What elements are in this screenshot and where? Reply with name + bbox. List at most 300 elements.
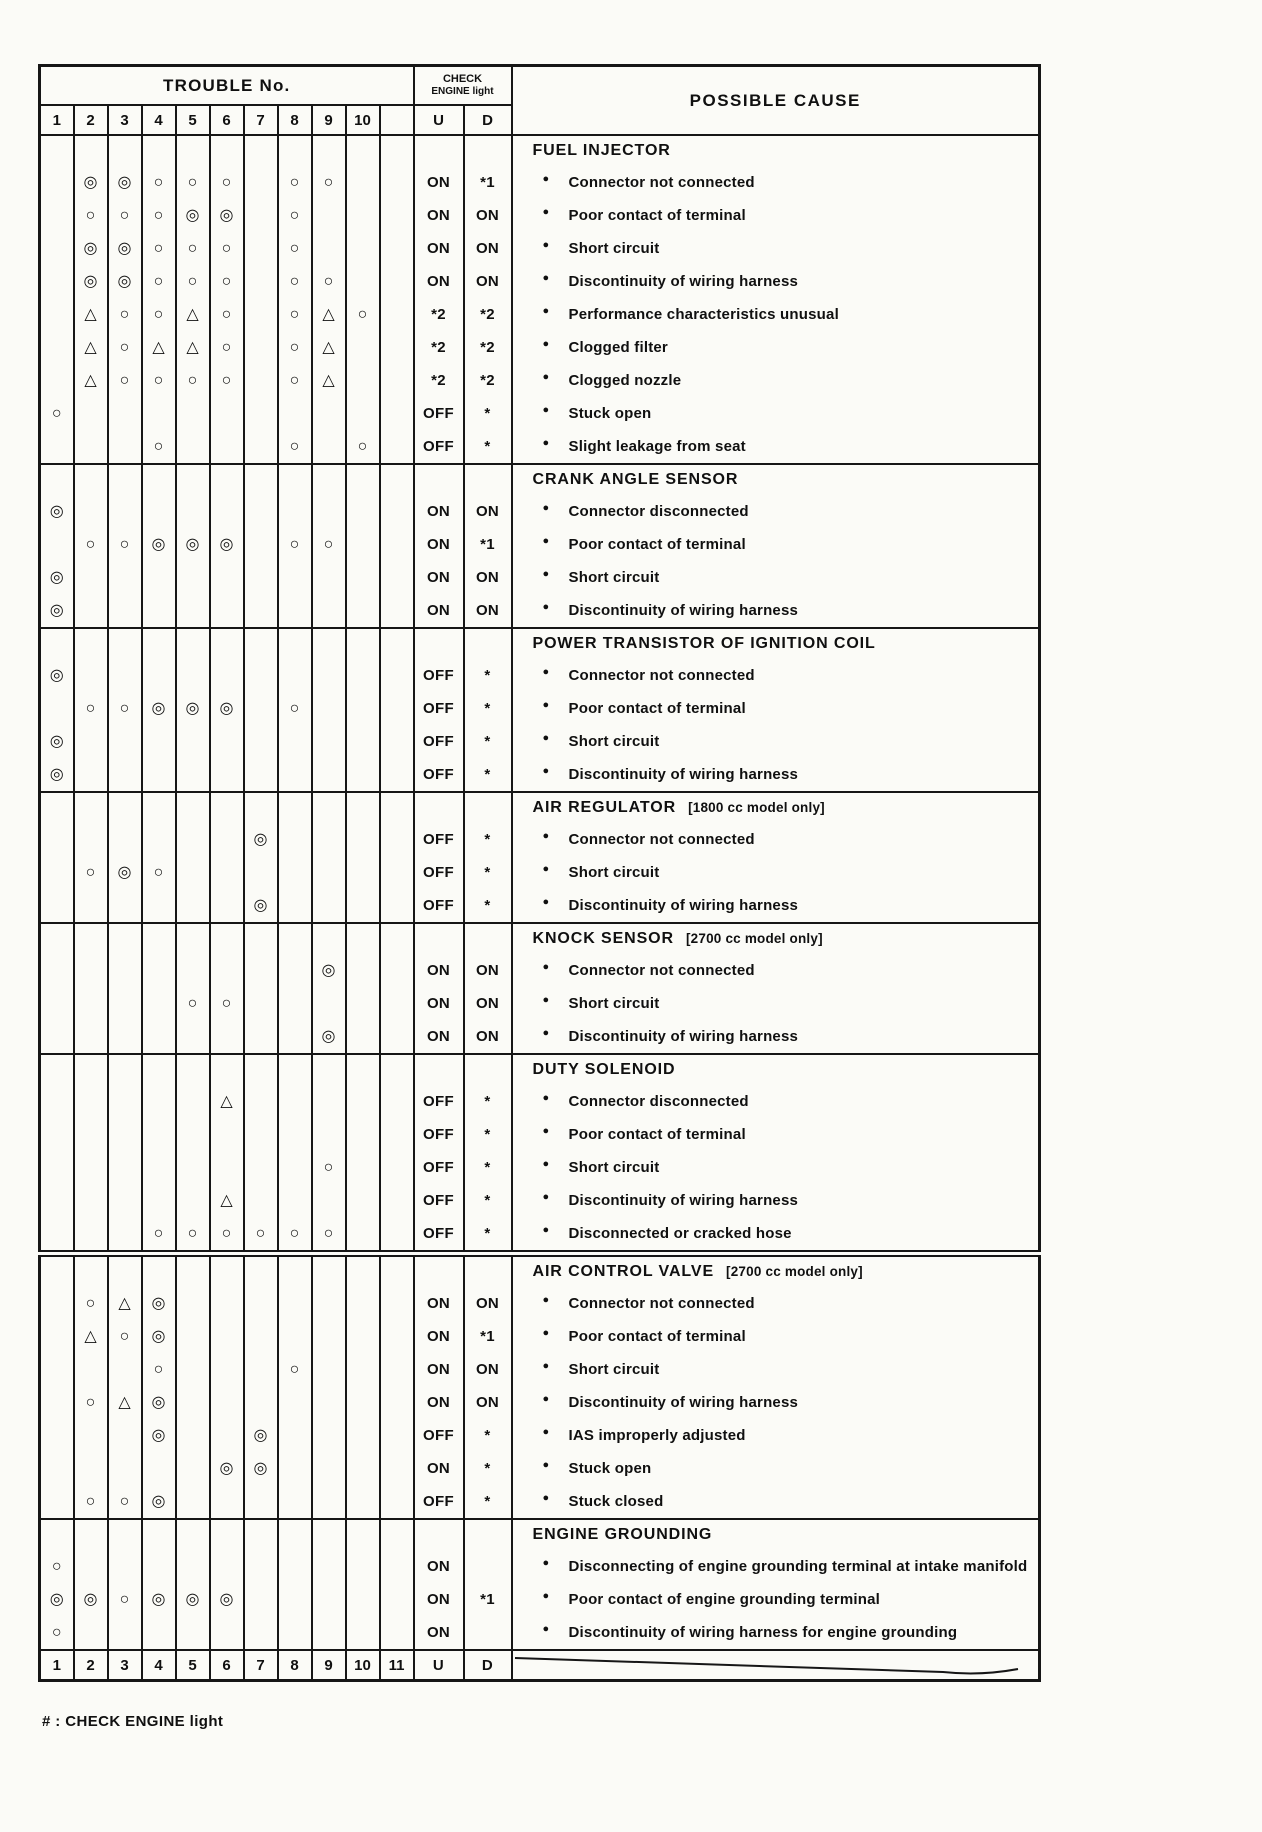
cause-text: Short circuit [568,1360,660,1378]
footer-number-6: 6 [210,1650,244,1681]
symbol-cell [380,1386,414,1419]
symbol-cell [346,1118,380,1151]
symbol-cell: △ [108,1287,142,1320]
cause-cell [512,1020,1040,1054]
symbol-cell [74,889,108,923]
symbol-cell [312,594,346,628]
trouble-row [40,1583,1040,1616]
bullet-icon: ● [542,338,550,350]
symbol-cell: △ [210,1184,244,1217]
trouble-row [40,954,1040,987]
cause-text: Discontinuity of wiring harness [568,601,799,619]
symbol-cell: ◎ [176,692,210,725]
symbol-cell [210,659,244,692]
symbol-cell [210,923,244,954]
symbol-cell: ◎ [176,528,210,561]
symbol-cell [346,1583,380,1616]
u-cell: ON [414,594,464,628]
symbol-cell: ◎ [108,232,142,265]
symbol-cell [244,430,278,464]
symbol-cell [346,135,380,166]
symbol-cell [108,1452,142,1485]
cause-text: Discontinuity of wiring harness [568,765,799,783]
cause-cell [512,331,1040,364]
symbol-cell [312,987,346,1020]
footer-number-4: 4 [142,1650,176,1681]
symbol-cell: ○ [278,430,312,464]
symbol-cell [278,1452,312,1485]
symbol-cell [244,692,278,725]
symbol-cell [40,889,74,923]
symbol-cell [108,594,142,628]
symbol-cell [346,1020,380,1054]
bullet-icon: ● [542,272,550,284]
symbol-cell: ○ [312,1217,346,1254]
symbol-cell [244,397,278,430]
footer-number-3: 3 [108,1650,142,1681]
symbol-cell: ○ [278,166,312,199]
cause-text: Stuck closed [568,1492,664,1510]
symbol-cell [176,1386,210,1419]
symbol-cell [244,495,278,528]
symbol-cell [210,1519,244,1550]
symbol-cell: ○ [278,298,312,331]
symbol-cell: △ [210,1085,244,1118]
symbol-cell [244,923,278,954]
symbol-cell [74,1519,108,1550]
symbol-cell: ◎ [40,1583,74,1616]
cause-cell [512,758,1040,792]
cause-cell [512,659,1040,692]
cause-text: Disconnected or cracked hose [568,1224,792,1242]
symbol-cell [380,1020,414,1054]
u-column-header: U [414,105,464,135]
symbol-cell [142,1085,176,1118]
symbol-cell [278,792,312,823]
symbol-cell [278,987,312,1020]
symbol-cell [380,331,414,364]
symbol-cell [380,1287,414,1320]
symbol-cell [346,1386,380,1419]
symbol-cell [142,987,176,1020]
d-cell: * [464,1217,512,1254]
symbol-cell [380,1184,414,1217]
symbol-cell [346,725,380,758]
symbol-cell: △ [74,364,108,397]
symbol-cell [74,1184,108,1217]
bullet-icon: ● [542,1125,550,1137]
symbol-cell [176,1452,210,1485]
symbol-cell [40,1254,74,1288]
symbol-cell [210,725,244,758]
symbol-cell: ◎ [142,1386,176,1419]
u-cell: OFF [414,692,464,725]
symbol-cell: ○ [74,1386,108,1419]
cause-cell [512,166,1040,199]
symbol-cell [142,1184,176,1217]
symbol-cell: ◎ [244,823,278,856]
symbol-cell [312,692,346,725]
cause-text: Discontinuity of wiring harness [568,1027,799,1045]
cause-cell [512,1254,1040,1288]
symbol-cell [40,1118,74,1151]
symbol-cell [380,199,414,232]
column-number-1: 1 [40,105,74,135]
symbol-cell [380,1550,414,1583]
d-cell: * [464,659,512,692]
d-cell: * [464,1118,512,1151]
symbol-cell: ○ [210,331,244,364]
symbol-cell [380,856,414,889]
cause-text: Poor contact of engine grounding terminal [568,1590,881,1608]
bullet-icon: ● [542,1426,550,1438]
symbol-cell [244,1583,278,1616]
symbol-cell [244,1320,278,1353]
footer-number-10: 10 [346,1650,380,1681]
cause-text: Short circuit [568,1158,660,1176]
d-cell: * [464,889,512,923]
trouble-row [40,561,1040,594]
symbol-cell [380,889,414,923]
bullet-icon: ● [542,568,550,580]
symbol-cell: △ [312,298,346,331]
trouble-row [40,265,1040,298]
bullet-icon: ● [542,994,550,1006]
symbol-cell [142,628,176,659]
bullet-icon: ● [542,1557,550,1569]
symbol-cell [380,1452,414,1485]
symbol-cell: ○ [142,265,176,298]
symbol-cell [210,1616,244,1650]
symbol-cell: ○ [346,430,380,464]
symbol-cell [312,725,346,758]
symbol-cell [108,135,142,166]
symbol-cell [40,1386,74,1419]
symbol-cell [108,954,142,987]
symbol-cell [278,1485,312,1519]
symbol-cell [74,1054,108,1085]
symbol-cell [380,430,414,464]
symbol-cell [176,1616,210,1650]
symbol-cell [74,1151,108,1184]
cause-cell [512,725,1040,758]
d-cell: ON [464,987,512,1020]
trouble-row [40,1287,1040,1320]
trouble-row [40,199,1040,232]
cause-cell [512,1353,1040,1386]
symbol-cell [244,331,278,364]
d-cell: * [464,856,512,889]
symbol-cell [312,1452,346,1485]
symbol-cell [244,987,278,1020]
symbol-cell [108,1085,142,1118]
bullet-icon: ● [542,699,550,711]
symbol-cell [74,792,108,823]
column-number-5: 5 [176,105,210,135]
trouble-row [40,1217,1040,1254]
bullet-icon: ● [542,1492,550,1504]
section-title-row [40,1054,1040,1085]
bullet-icon: ● [542,1327,550,1339]
cause-text: Connector not connected [568,173,755,191]
symbol-cell [40,1452,74,1485]
symbol-cell [40,298,74,331]
symbol-cell [74,628,108,659]
symbol-cell [312,1519,346,1550]
cause-text: Connector not connected [568,666,755,684]
symbol-cell [380,1353,414,1386]
symbol-cell [380,1485,414,1519]
symbol-cell [278,1184,312,1217]
symbol-cell [176,1550,210,1583]
section-title: DUTY SOLENOID [532,1061,676,1078]
symbol-cell [380,135,414,166]
symbol-cell: ◎ [40,659,74,692]
u-cell: OFF [414,725,464,758]
symbol-cell: ○ [142,166,176,199]
d-cell: * [464,430,512,464]
diagonal-cell [512,1650,1040,1681]
symbol-cell [142,135,176,166]
bullet-icon: ● [542,1158,550,1170]
symbol-cell [108,1550,142,1583]
symbol-cell: ○ [278,265,312,298]
bullet-icon: ● [542,206,550,218]
u-cell: ON [414,1386,464,1419]
symbol-cell [176,954,210,987]
bullet-icon: ● [542,1623,550,1635]
bullet-icon: ● [542,961,550,973]
bullet-icon: ● [542,173,550,185]
symbol-cell [380,495,414,528]
u-cell: OFF [414,1217,464,1254]
trouble-row [40,1151,1040,1184]
symbol-cell [312,1320,346,1353]
symbol-cell [244,1287,278,1320]
cause-text: Clogged filter [568,338,668,356]
symbol-cell [74,1217,108,1254]
symbol-cell [40,987,74,1020]
symbol-cell [210,1254,244,1288]
symbol-cell [278,889,312,923]
d-cell: *1 [464,1583,512,1616]
symbol-cell [244,1151,278,1184]
symbol-cell [312,1419,346,1452]
cause-text: Poor contact of terminal [568,699,746,717]
symbol-cell [176,1085,210,1118]
symbol-cell [380,792,414,823]
symbol-cell: ◎ [40,594,74,628]
symbol-cell [40,232,74,265]
symbol-cell: ◎ [40,758,74,792]
cause-cell [512,1452,1040,1485]
symbol-cell [40,1485,74,1519]
symbol-cell [210,1287,244,1320]
symbol-cell [346,954,380,987]
cause-cell [512,1184,1040,1217]
symbol-cell: △ [108,1386,142,1419]
u-cell [414,1054,464,1085]
symbol-cell [210,1054,244,1085]
symbol-cell: △ [74,298,108,331]
symbol-cell [244,1085,278,1118]
symbol-cell: ◎ [244,1419,278,1452]
symbol-cell [244,1118,278,1151]
symbol-cell [346,561,380,594]
symbol-cell: ○ [210,364,244,397]
bullet-icon: ● [542,535,550,547]
d-cell: ON [464,561,512,594]
cause-cell [512,199,1040,232]
cause-cell [512,397,1040,430]
symbol-cell: ○ [74,1485,108,1519]
check-engine-line2: ENGINE light [431,86,494,98]
symbol-cell [74,725,108,758]
bullet-icon: ● [542,1393,550,1405]
symbol-cell [108,397,142,430]
symbol-cell [142,758,176,792]
bullet-icon: ● [542,305,550,317]
trouble-row [40,758,1040,792]
symbol-cell [380,659,414,692]
footer-d-label: D [464,1650,512,1681]
u-cell: ON [414,1550,464,1583]
symbol-cell: ◎ [74,1583,108,1616]
symbol-cell: ○ [74,692,108,725]
d-cell [464,464,512,495]
symbol-cell [278,1020,312,1054]
footer-number-5: 5 [176,1650,210,1681]
cause-cell [512,1118,1040,1151]
symbol-cell [244,561,278,594]
symbol-cell: ○ [142,232,176,265]
symbol-cell [380,758,414,792]
section-title-row [40,628,1040,659]
symbol-cell [380,1583,414,1616]
cause-cell [512,464,1040,495]
symbol-cell: △ [312,331,346,364]
symbol-cell: ◎ [210,692,244,725]
symbol-cell [142,397,176,430]
d-cell: ON [464,1353,512,1386]
symbol-cell [346,232,380,265]
possible-cause-header: POSSIBLE CAUSE [512,66,1040,136]
cause-cell [512,889,1040,923]
section-title: FUEL INJECTOR [532,142,671,159]
footer-u-label: U [414,1650,464,1681]
symbol-cell: ○ [312,265,346,298]
symbol-cell: ○ [74,1287,108,1320]
symbol-cell [346,1320,380,1353]
u-cell: ON [414,495,464,528]
cause-text: Connector not connected [568,961,755,979]
symbol-cell: ○ [108,1320,142,1353]
symbol-cell [40,1020,74,1054]
symbol-cell [312,1386,346,1419]
symbol-cell [312,397,346,430]
cause-text: Stuck open [568,404,652,422]
symbol-cell [142,889,176,923]
symbol-cell [108,1353,142,1386]
symbol-cell [312,1054,346,1085]
symbol-cell [346,364,380,397]
cause-cell [512,692,1040,725]
symbol-cell [346,1184,380,1217]
trouble-row [40,1386,1040,1419]
d-cell [464,792,512,823]
section-title: AIR CONTROL VALVE [532,1263,715,1280]
symbol-cell [278,1519,312,1550]
symbol-cell [74,1020,108,1054]
symbol-cell [108,923,142,954]
symbol-cell [142,923,176,954]
symbol-cell [108,1519,142,1550]
d-cell [464,1616,512,1650]
symbol-cell: ○ [74,856,108,889]
symbol-cell [108,430,142,464]
symbol-cell [74,659,108,692]
symbol-cell [142,561,176,594]
d-cell: * [464,1151,512,1184]
symbol-cell [380,923,414,954]
symbol-cell: ○ [142,1217,176,1254]
symbol-cell [210,954,244,987]
symbol-cell [176,397,210,430]
footer-number-11: 11 [380,1650,414,1681]
cause-cell [512,923,1040,954]
cause-cell [512,856,1040,889]
column-number-6: 6 [210,105,244,135]
d-cell: *2 [464,364,512,397]
u-cell: ON [414,1320,464,1353]
symbol-cell: ◎ [210,1583,244,1616]
symbol-cell: △ [176,298,210,331]
symbol-cell [346,1485,380,1519]
symbol-cell [244,1616,278,1650]
symbol-cell: ○ [210,265,244,298]
cause-cell [512,1287,1040,1320]
cause-text: Connector not connected [568,1294,755,1312]
symbol-cell [244,464,278,495]
symbol-cell [312,1583,346,1616]
symbol-cell [380,823,414,856]
symbol-cell [176,1054,210,1085]
d-cell: ON [464,1020,512,1054]
symbol-cell [278,1085,312,1118]
symbol-cell [380,692,414,725]
symbol-cell [40,331,74,364]
u-cell: ON [414,528,464,561]
bullet-icon: ● [542,830,550,842]
symbol-cell [278,397,312,430]
column-number-9: 9 [312,105,346,135]
symbol-cell: ◎ [74,232,108,265]
symbol-cell [176,1020,210,1054]
symbol-cell: ○ [176,987,210,1020]
symbol-cell [380,464,414,495]
u-cell: OFF [414,430,464,464]
symbol-cell [210,1320,244,1353]
trouble-row [40,166,1040,199]
u-cell [414,1519,464,1550]
symbol-cell [346,594,380,628]
symbol-cell: ◎ [108,265,142,298]
symbol-cell: ◎ [142,1419,176,1452]
symbol-cell: ○ [176,166,210,199]
u-cell: OFF [414,1184,464,1217]
symbol-cell [176,135,210,166]
symbol-cell [346,987,380,1020]
